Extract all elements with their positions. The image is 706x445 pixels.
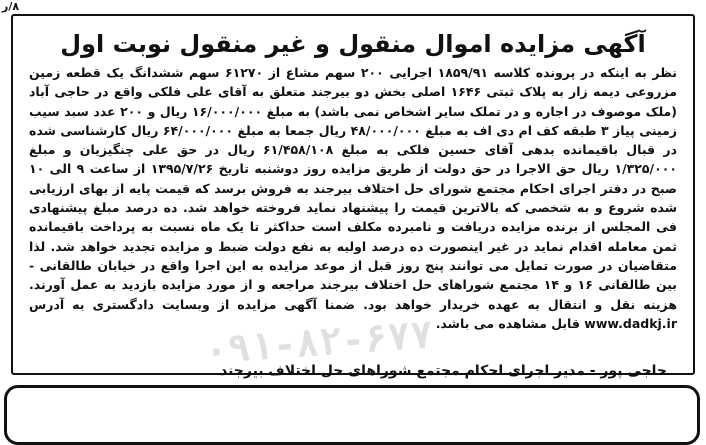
notice-signature: حاجی پور - مدیر اجرای احکام مجتمع شوراهای حل اختلاف بیرجند <box>219 363 667 379</box>
page-number: ۸/ر <box>2 0 20 13</box>
notice-body: نظر به اینکه در پرونده کلاسه ۱۸۵۹/۹۱ اجرایی ۲۰۰ سهم مشاع از ۶۱۲۷۰ سهم ششدانگ یک قطعه زمین مزروعی دیمه زار به پلاک ثبتی ۱۶۴۶ اصلی بخش دو بیرجند متعلق به آقای علی فلکی واقع در حاجی آباد (ملک موصوف در اجاره و در تملک سایر اشخاص نمی باشد) به مبلغ ۱۶/۰۰۰/۰۰۰ ریال و ۲۰۰ عدد سبد سیب زمینی پیاز ۳ طبقه کف ام دی اف به مبلغ ۴۸/۰۰۰/۰۰۰ ریال جمعا به مبلغ ۶۴/۰۰۰/۰۰۰ ریال کارشناسی شده در قبال باقیمانده بدهی آقای حسین فلکی به مبلغ ۶۱/۴۵۸/۱۰۸ ریال در حق علی چنگیزیان و مبلغ ۱/۳۲۵/۰۰۰ ریال حق الاجرا در حق دولت از طریق مزایده روز دوشنبه تاریخ ۱۳۹۵/۷/۲۶ از ساعت ۹ الی ۱۰ صبح در دفتر اجرای احکام مجتمع شورای حل اختلاف بیرجند به فروش برسد که قیمت پایه از بهای ارزیابی شده شروع و به شخصی که بالاترین قیمت را پیشنهاد نماید فروخته خواهد شد. ده درصد مبلغ پیشنهادی فی المجلس از برنده مزایده دریافت و نامبرده مکلف است حداکثر تا یک ماه نسبت به پرداخت باقیمانده ثمن معامله اقدام نماید در غیر اینصورت ده درصد اولیه به نفع دولت ضبط و مزایده تجدید خواهد شد. لذا متقاضیان در صورت تمایل می توانند پنج روز قبل از موعد مزایده به این اجرا واقع در خیابان طالقانی - بین طالقانی ۱۶ و ۱۴ مجتمع شوراهای حل اختلاف بیرجند مراجعه و از مورد مزایده بازدید به عمل آورند. هزینه نقل و انتقال به عهده خریدار خواهد بود. ضمنا آگهی مزایده از وبسایت دادگستری به آدرس www.dadkj.ir قابل مشاهده می باشد. <box>29 65 677 331</box>
notice-title: آگهی مزایده اموال منقول و غیر منقول نوبت اول <box>60 30 646 58</box>
next-notice-frame <box>4 385 700 445</box>
notice-frame <box>11 14 695 379</box>
